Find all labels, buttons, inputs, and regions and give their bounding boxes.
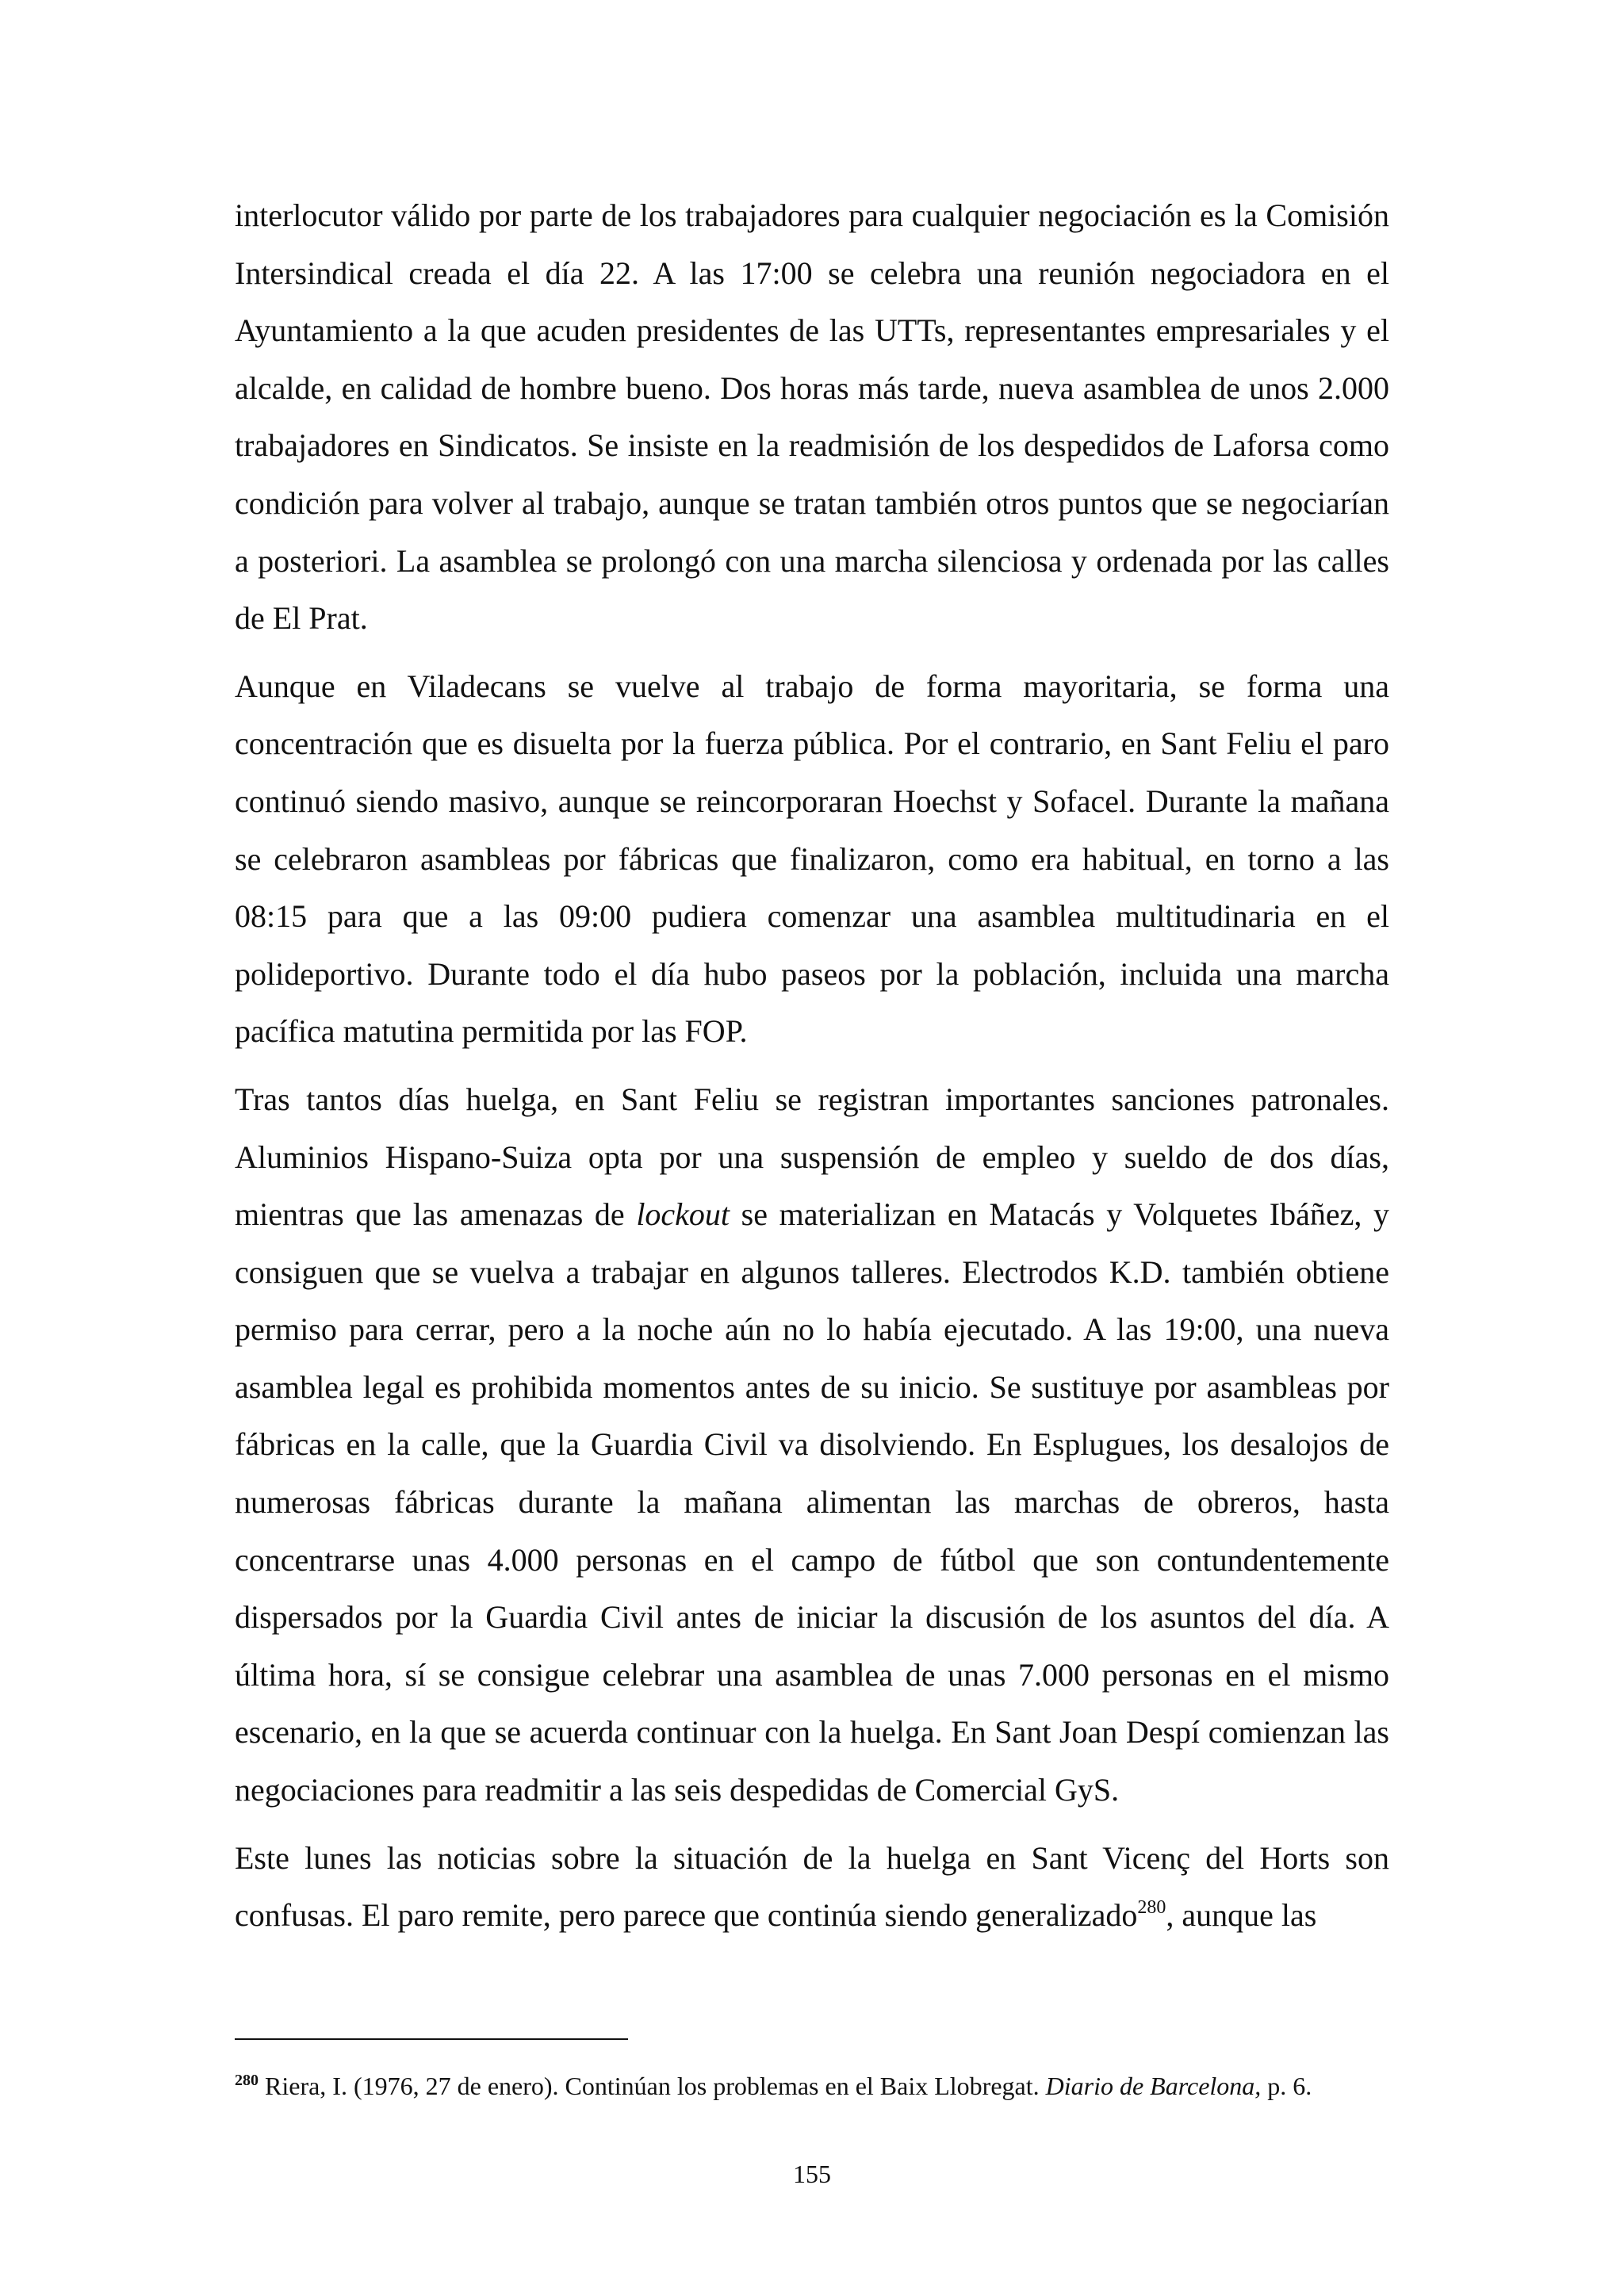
body-text [235,187,1389,1945]
footnote-number: 280 [235,2072,259,2089]
footnote-text-end: p. 6. [1261,2072,1312,2100]
footnote-reference[interactable]: 280 [1137,1896,1166,1918]
paragraph-4-text-start: Este lunes las noticias sobre la situación de la huelga en Sant Vicenç del Horts son confusas. El paro remite, pero parece que continúa siendo generalizado [235,1839,1389,1934]
page-number: 155 [793,2160,831,2188]
footnote-separator [235,2038,628,2040]
italic-term-lockout: lockout [636,1196,730,1233]
paragraph-1: interlocutor válido por parte de los trabajadores para cualquier negociación es la Comisión Intersindical creada el día 22. A las 17:00 se celebra una reunión negociadora en el Ayuntamiento a la que acuden presidentes de las UTTs, representantes empresariales y el alcalde, en calidad de hombre bueno. Dos horas más tarde, nueva asamblea de unos 2.000 trabajadores en Sindicatos. Se insiste en la readmisión de los despedidos de Laforsa como condición para volver al trabajo, aunque se tratan también otros puntos que se negociarían a posteriori. La asamblea se prolongó con una marcha silenciosa y ordenada por las calles de El Prat. [235,197,1389,637]
paragraph-4-text-end: , aunque las [1166,1897,1317,1934]
paragraph-3 [235,1071,1389,1820]
paragraph-3-text-start: Tras tantos días huelga, en Sant Feliu se registran importantes sanciones patronales. Aluminios Hispano-Suiza opta por una suspensión de empleo y sueldo de dos días, mientras que las amenazas de [235,1081,1389,1233]
footnote [235,2068,1389,2107]
footnote-text-start: Riera, I. (1976, 27 de enero). Continúan los problemas en el Baix Llobregat. [259,2072,1046,2100]
paragraph-4 [235,1830,1389,1945]
paragraph-2: Aunque en Viladecans se vuelve al trabajo de forma mayoritaria, se forma una concentración que es disuelta por la fuerza pública. Por el contrario, en Sant Feliu el paro continuó siendo masivo, aunque se reincorporaran Hoechst y Sofacel. Durante la mañana se celebraron asambleas por fábricas que finalizaron, como era habitual, en torno a las 08:15 para que a las 09:00 pudiera comenzar una asamblea multitudinaria en el polideportivo. Durante todo el día hubo paseos por la población, incluida una marcha pacífica matutina permitida por las FOP. [235,668,1389,1050]
paragraph-3-text-end: se materializan en Matacás y Volquetes Ibáñez, y consiguen que se vuelva a trabajar en algunos talleres. Electrodos K.D. también obtiene permiso para cerrar, pero a la noche aún no lo había ejecutado. A las 19:00, una nueva asamblea legal es prohibida momentos antes de su inicio. Se sustituye por asambleas por fábricas en la calle, que la Guardia Civil va disolviendo. En Esplugues, los desalojos de numerosas fábricas durante la mañana alimentan las marchas de obreros, hasta concentrarse unas 4.000 personas en el campo de fútbol que son contundentemente dispersados por la Guardia Civil antes de iniciar la discusión de los asuntos del día. A última hora, sí se consigue celebrar una asamblea de unas 7.000 personas en el mismo escenario, en la que se acuerda continuar con la huelga. En Sant Joan Despí comienzan las negociaciones para readmitir a las seis despedidas de Comercial GyS. [235,1196,1390,1808]
footnote-source-title: Diario de Barcelona, [1045,2072,1262,2100]
